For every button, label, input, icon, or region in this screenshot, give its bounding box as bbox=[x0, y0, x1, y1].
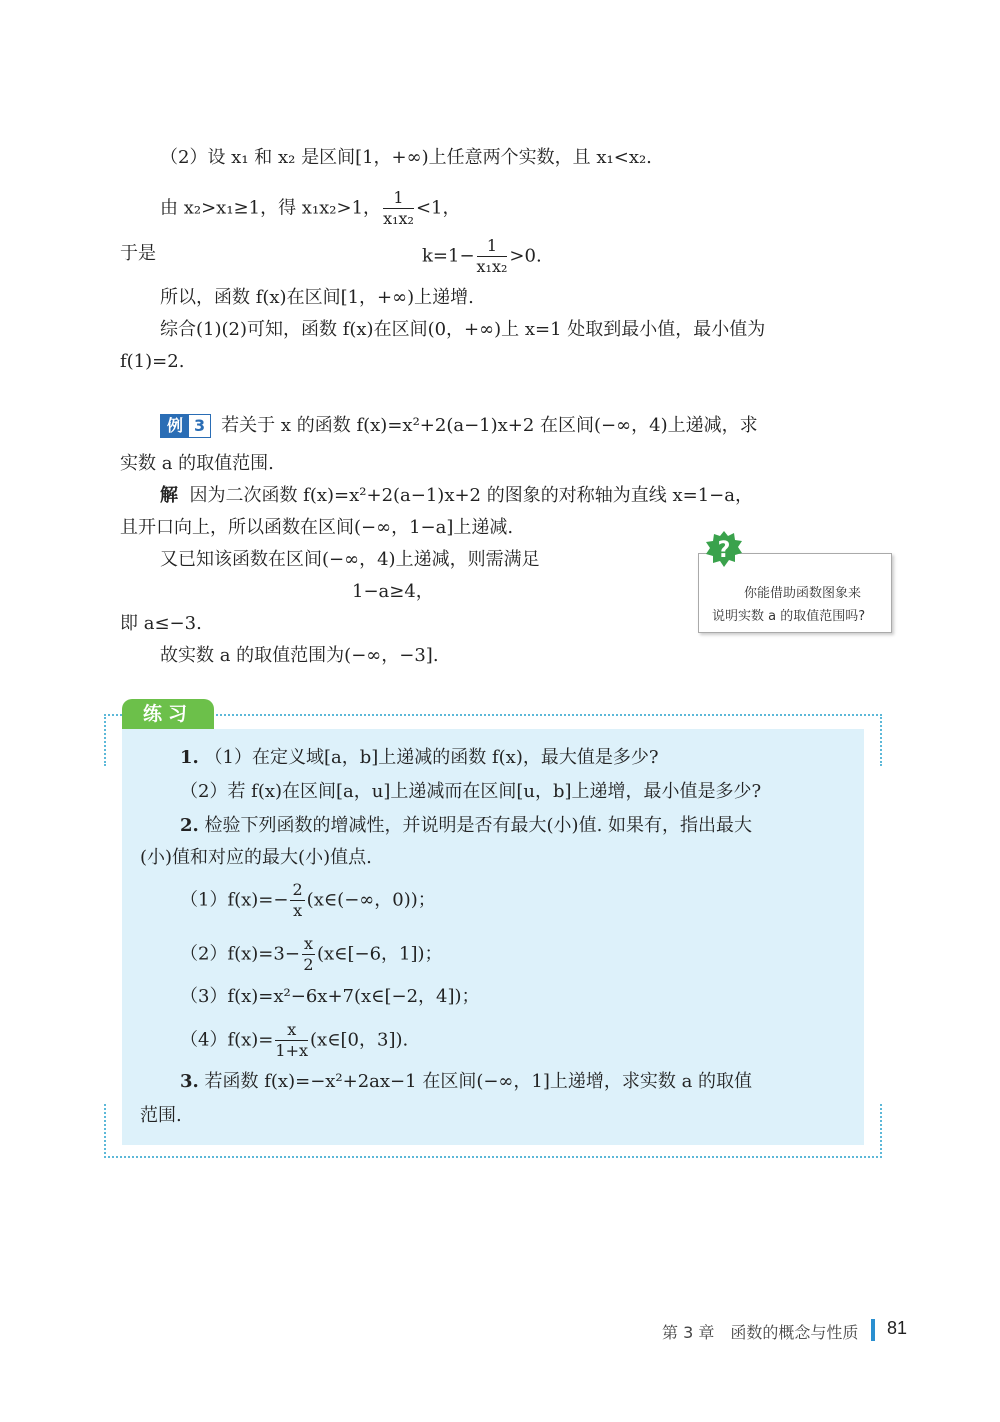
question-text: 检验下列函数的增减性，并说明是否有最大(小)值. 如果有，指出最大 bbox=[204, 815, 753, 836]
hint-line-2: 说明实数 a 的取值范围吗? bbox=[712, 609, 866, 624]
hint-line-1: 你能借助函数图象来 bbox=[744, 586, 862, 601]
fraction bbox=[290, 880, 304, 921]
footer-chapter: 第 3 章 函数的概念与性质 bbox=[662, 1323, 859, 1342]
fraction bbox=[477, 236, 508, 277]
solution-line-6: 故实数 a 的取值范围为(−∞，−3]. bbox=[160, 645, 439, 666]
proof-line-1: （2）设 x₁ 和 x₂ 是区间[1，+∞)上任意两个实数，且 x₁<x₂. bbox=[160, 147, 652, 168]
proof-line-4: 所以，函数 f(x)在区间[1，+∞)上递增. bbox=[160, 287, 474, 308]
question-text: 若函数 f(x)=−x²+2ax−1 在区间(−∞，1]上递增，求实数 a 的取值 bbox=[204, 1071, 753, 1092]
practice-q2-sub-3: （3）f(x)=x²−6x+7(x∈[−2，4])； bbox=[180, 986, 480, 1007]
solution-line-5: 即 a≤−3. bbox=[120, 613, 202, 634]
formula-tail: >0. bbox=[509, 245, 542, 267]
proof-line-2-tail: <1， bbox=[415, 197, 461, 219]
practice-frame-right-bottom bbox=[880, 1104, 882, 1154]
solution-line-4: 1−a≥4， bbox=[352, 581, 434, 602]
fraction-numerator: 1 bbox=[383, 188, 414, 209]
proof-line-2 bbox=[160, 188, 460, 229]
page-number: 81 bbox=[887, 1318, 908, 1338]
practice-frame-left-top bbox=[104, 714, 106, 766]
fraction bbox=[383, 188, 414, 229]
practice-q2-sub-2 bbox=[180, 934, 443, 975]
proof-line-2-text: 由 x₂>x₁≥1，得 x₁x₂>1， bbox=[160, 197, 382, 219]
proof-line-6: f(1)=2. bbox=[120, 351, 185, 372]
footer-divider bbox=[871, 1319, 875, 1341]
solution-line-1 bbox=[160, 484, 753, 508]
fraction-numerator: x bbox=[303, 934, 313, 953]
example-tag bbox=[160, 414, 211, 438]
fraction bbox=[275, 1020, 308, 1061]
fraction-denominator: 1+x bbox=[275, 1041, 309, 1060]
fraction-numerator: x bbox=[275, 1020, 308, 1041]
sub-text: （4）f(x)= bbox=[180, 1029, 274, 1051]
practice-q2-line-1 bbox=[180, 814, 752, 838]
formula-text: k=1− bbox=[422, 245, 475, 267]
practice-q1-line-2: （2）若 f(x)在区间[a，u]上递减而在区间[u，b]上递增，最小值是多少? bbox=[180, 781, 762, 802]
practice-title: 练习 bbox=[122, 699, 214, 729]
example-3-line-2: 实数 a 的取值范围. bbox=[120, 453, 274, 474]
solution-text: 因为二次函数 f(x)=x²+2(a−1)x+2 的图象的对称轴为直线 x=1−a， bbox=[189, 485, 753, 506]
fraction-numerator: 2 bbox=[292, 880, 303, 899]
example-3-line-1 bbox=[160, 414, 758, 438]
sub-tail: (x∈(−∞，0))； bbox=[306, 889, 436, 911]
practice-q2-sub-1 bbox=[180, 880, 436, 921]
fraction-numerator: 1 bbox=[477, 236, 508, 257]
question-number: 1. bbox=[180, 747, 199, 768]
fraction-denominator: x bbox=[293, 901, 303, 920]
sub-text: （1）f(x)=− bbox=[180, 889, 289, 911]
solution-line-2: 且开口向上，所以函数在区间(−∞，1−a]上递减. bbox=[120, 517, 514, 538]
fraction-denominator: x₁x₂ bbox=[383, 209, 414, 228]
example-text: 若关于 x 的函数 f(x)=x²+2(a−1)x+2 在区间(−∞，4)上递减，求 bbox=[221, 415, 758, 436]
proof-line-3-formula bbox=[422, 236, 542, 277]
practice-q2-sub-4 bbox=[180, 1020, 408, 1061]
practice-q2-line-2: (小)值和对应的最大(小)值点. bbox=[140, 847, 372, 868]
practice-q3-line-2: 范围. bbox=[140, 1105, 182, 1126]
question-icon bbox=[705, 530, 743, 568]
practice-frame-right-top bbox=[880, 714, 882, 766]
proof-line-5: 综合(1)(2)可知，函数 f(x)在区间(0，+∞)上 x=1 处取到最小值，最小值为 bbox=[160, 319, 766, 340]
question-number: 3. bbox=[180, 1071, 199, 1092]
practice-q1-line-1 bbox=[180, 746, 659, 770]
question-text: （1）在定义域[a，b]上递减的函数 f(x)，最大值是多少? bbox=[204, 747, 659, 768]
example-tag-number: 3 bbox=[194, 416, 206, 435]
question-number: 2. bbox=[180, 815, 199, 836]
practice-frame-left-bottom bbox=[104, 1104, 106, 1154]
solution-line-3: 又已知该函数在区间(−∞，4)上递减，则需满足 bbox=[160, 549, 540, 570]
proof-line-3-label: 于是 bbox=[120, 243, 156, 264]
fraction-denominator: x₁x₂ bbox=[476, 257, 508, 276]
fraction bbox=[302, 934, 315, 975]
sub-tail: (x∈[0，3]). bbox=[310, 1029, 409, 1051]
example-tag-word: 例 bbox=[161, 415, 189, 437]
fraction-denominator: 2 bbox=[303, 955, 314, 974]
practice-q3-line-1 bbox=[180, 1070, 752, 1094]
svg-text:?: ? bbox=[717, 538, 731, 563]
sub-tail: (x∈[−6，1])； bbox=[316, 943, 443, 965]
solution-label: 解 bbox=[160, 485, 178, 506]
sub-text: （2）f(x)=3− bbox=[180, 943, 300, 965]
